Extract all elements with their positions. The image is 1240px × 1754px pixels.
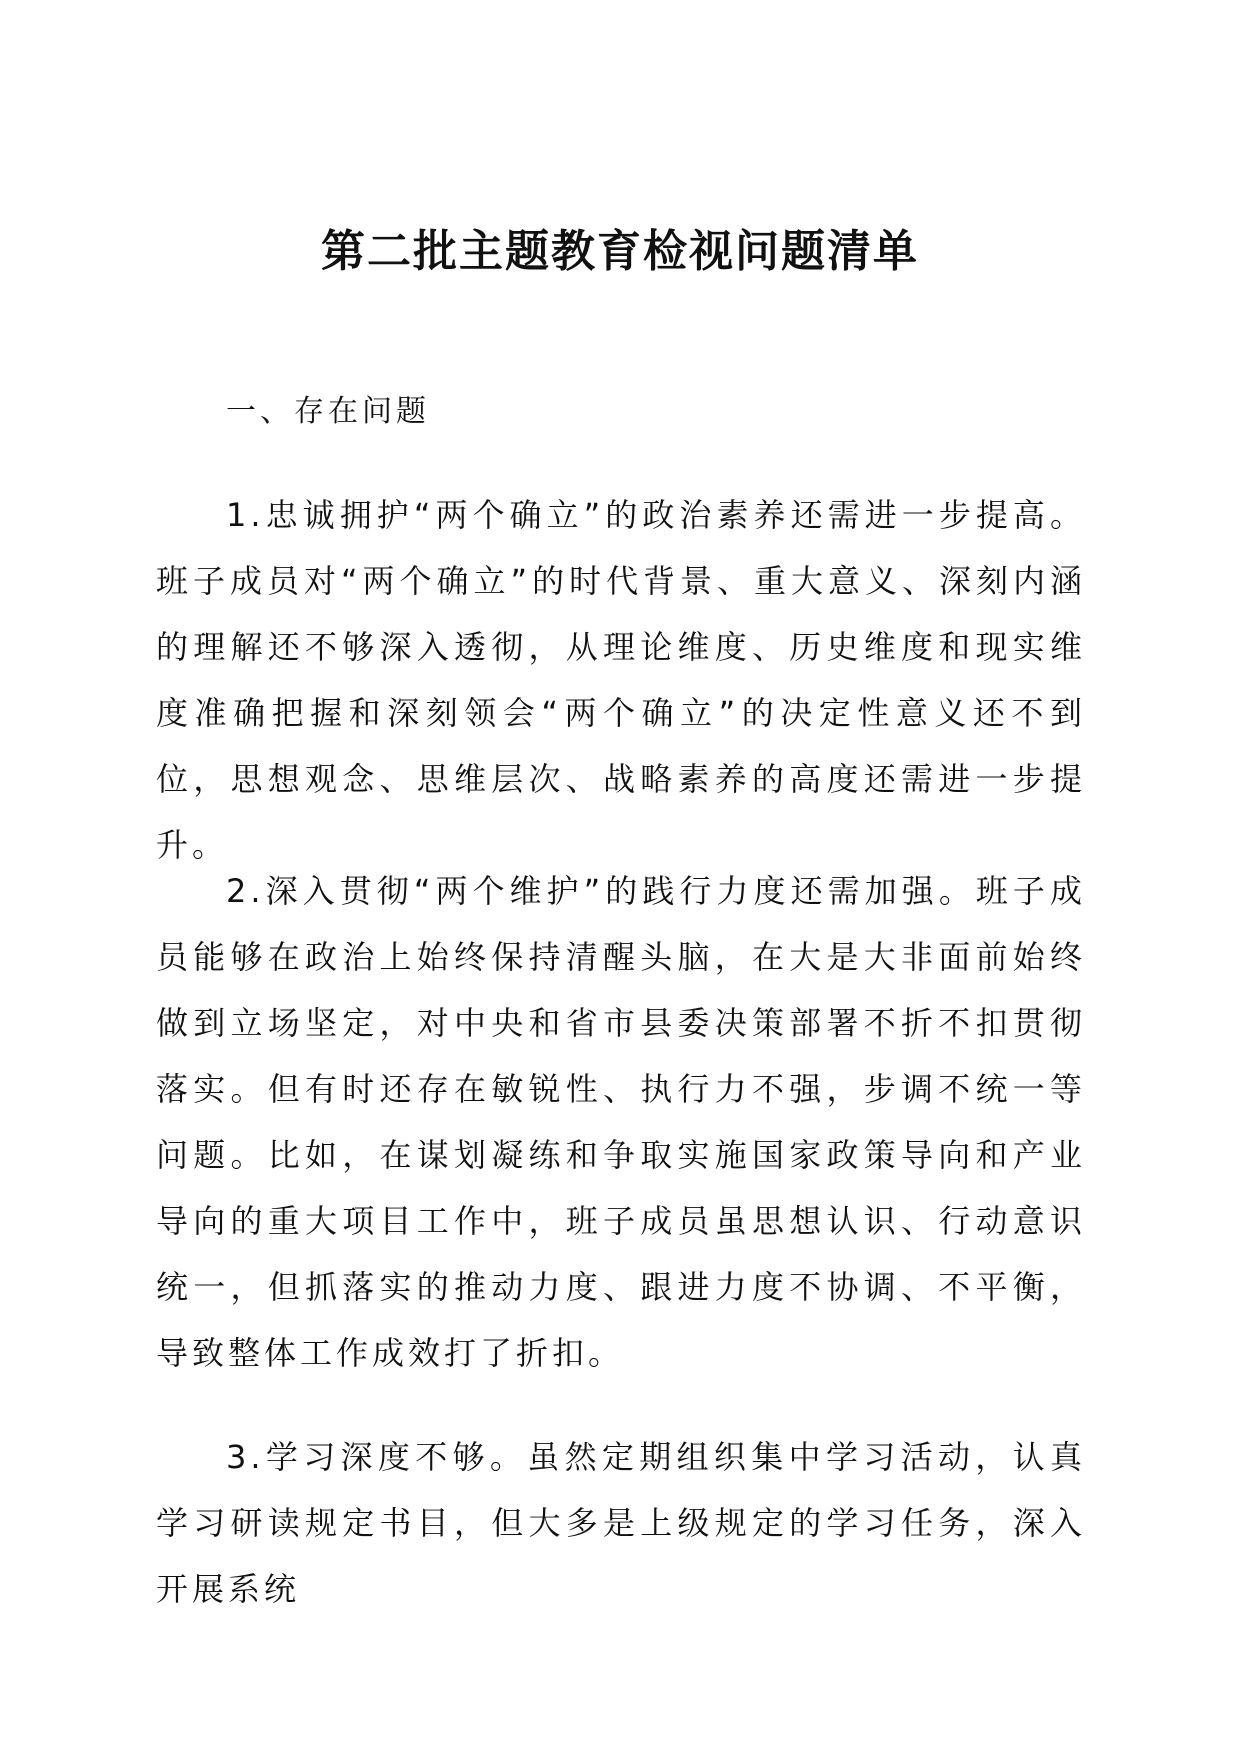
paragraph: 1.忠诚拥护“两个确立”的政治素养还需进一步提高。班子成员对“两个确立”的时代背景、重大意义、深刻内涵的理解还不够深入透彻，从理论维度、历史维度和现实维度准确把握和深刻领会“两个确立”的决定性意义还不到位，思想观念、思维层次、战略素养的高度还需进一步提升。 xyxy=(156,496,1086,864)
section-heading: 一、存在问题 xyxy=(226,394,430,429)
document-title: 第二批主题教育检视问题清单 xyxy=(321,226,919,277)
paragraph: 3.学习深度不够。虽然定期组织集中学习活动，认真学习研读规定书目，但大多是上级规定的学习任务，深入开展系统 xyxy=(156,1438,1086,1608)
paragraph: 2.深入贯彻“两个维护”的践行力度还需加强。班子成员能够在政治上始终保持清醒头脑，在大是大非面前始终做到立场坚定，对中央和省市县委决策部署不折不扣贯彻落实。但有时还存在敏锐性、执行力不强，步调不统一等问题。比如，在谋划凝练和争取实施国家政策导向和产业导向的重大项目工作中，班子成员虽思想认识、行动意识统一，但抓落实的推动力度、跟进力度不协调、不平衡，导致整体工作成效打了折扣。 xyxy=(156,872,1086,1372)
